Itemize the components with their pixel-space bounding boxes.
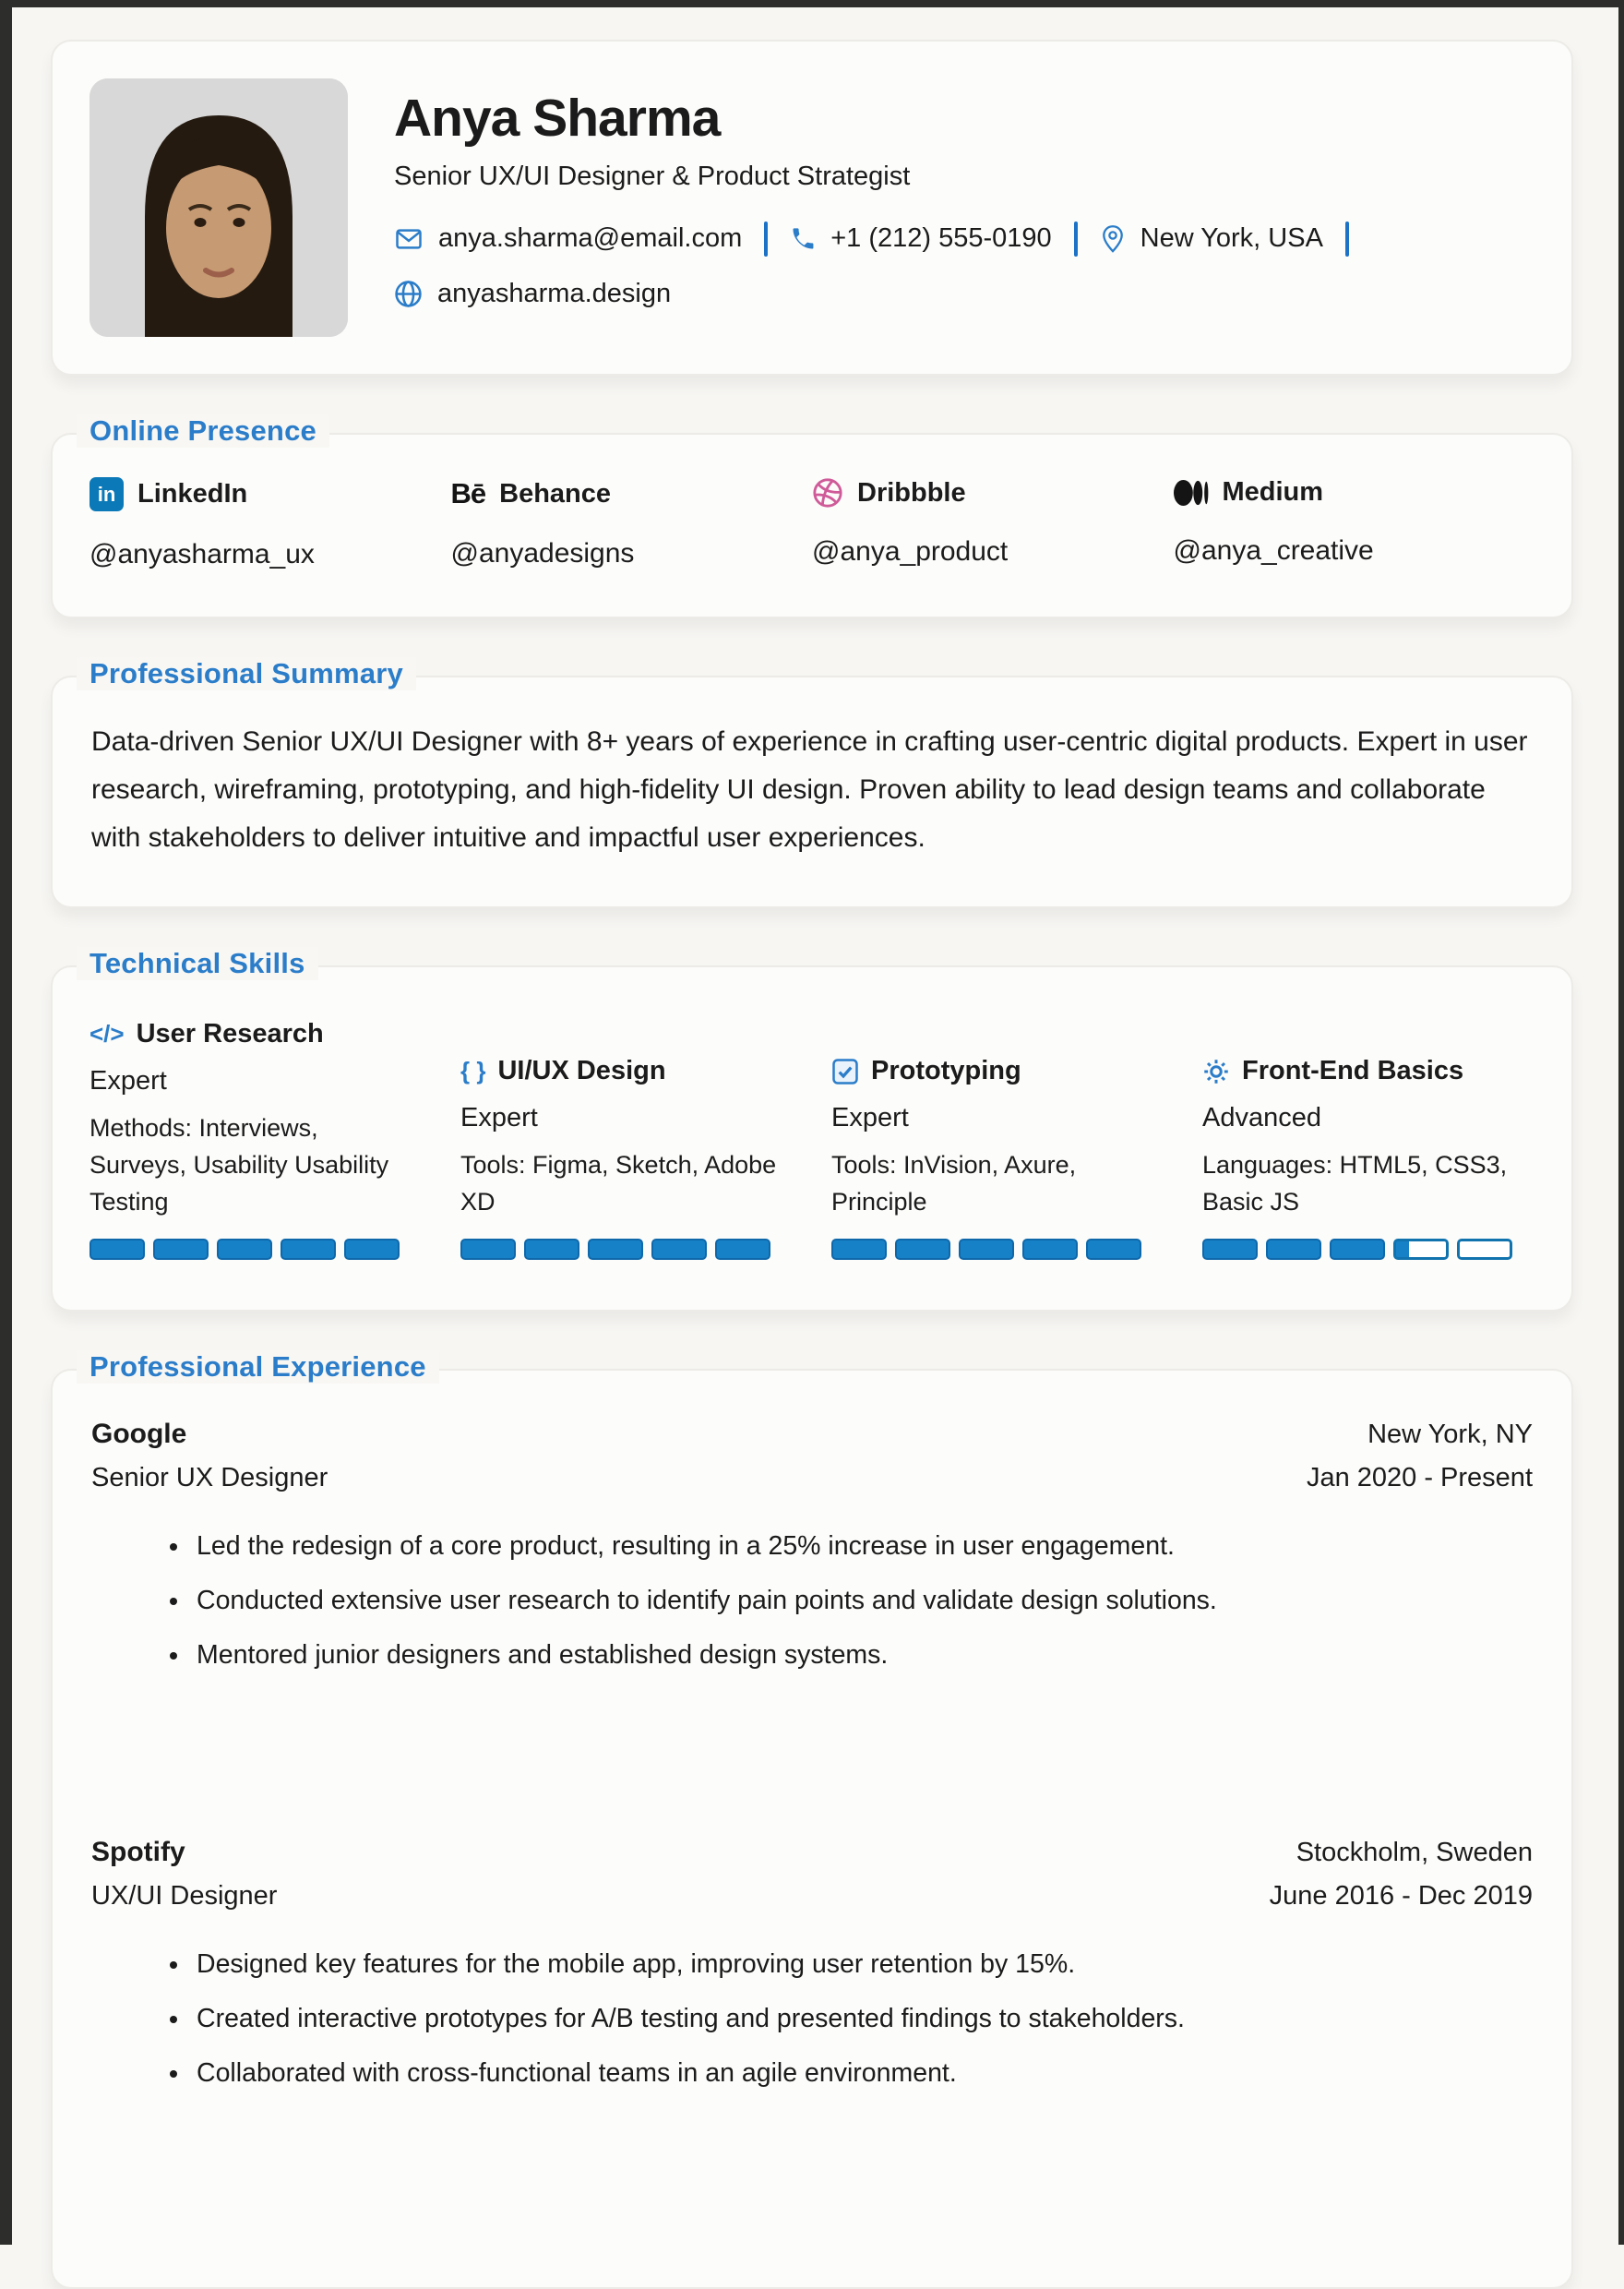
job-bullets: [91, 1948, 1533, 2089]
website-contact[interactable]: [394, 279, 671, 309]
person-name: Anya Sharma: [394, 89, 721, 148]
code-icon: </>: [90, 1020, 125, 1048]
website-text: anyasharma.design: [437, 278, 672, 308]
behance-item[interactable]: [451, 477, 813, 570]
dribbble-icon: [812, 477, 843, 509]
dribbble-head: [812, 477, 1174, 509]
phone-contact[interactable]: [790, 223, 1051, 254]
skills-grid: [53, 967, 1571, 1310]
skill-level: Advanced: [1202, 1103, 1321, 1133]
job-role-row: [91, 1463, 1533, 1493]
job-dates: Jan 2020 - Present: [1306, 1463, 1533, 1492]
skill-level: Expert: [90, 1066, 167, 1096]
skill-name: UI/UX Design: [497, 1056, 666, 1085]
skill-level-block: [588, 1239, 643, 1260]
skill-uiux-design: [460, 1056, 793, 1260]
summary-title: Professional Summary: [77, 657, 416, 690]
profile-photo-illustration: [90, 78, 348, 337]
summary-card: [51, 657, 1573, 908]
job-location: Stockholm, Sweden: [1296, 1838, 1533, 1867]
skill-name: Front-End Basics: [1242, 1056, 1464, 1085]
job-role: Senior UX Designer: [91, 1463, 328, 1492]
skill-name: Prototyping: [871, 1056, 1021, 1085]
skill-level-blocks: [90, 1239, 422, 1260]
skill-head: [90, 1019, 422, 1049]
job-dates: June 2016 - Dec 2019: [1269, 1881, 1533, 1911]
medium-handle[interactable]: @anya_creative: [1173, 535, 1374, 566]
website-row: [394, 279, 1371, 309]
online-presence-title: Online Presence: [77, 414, 329, 448]
skills-card: [51, 947, 1573, 1312]
job-bullet: • Led the redesign of a core product, resulting in a 25% increase in user engagement.: [191, 1530, 1533, 1562]
contact-separator: [764, 222, 768, 257]
job-bullets: [91, 1530, 1533, 1671]
job-google: [91, 1419, 1533, 1671]
summary-text: Data-driven Senior UX/UI Designer with 8+ years of experience in crafting user-centric digital products. Expert in user research, wireframing, prototyping, and high-fidelity UI design. Proven ability to lead design teams and collaborate with stakeholders to deliver intuitive and impactful user experiences.: [91, 726, 1528, 853]
email-text: anya.sharma@email.com: [438, 223, 743, 254]
skill-level-block: [831, 1239, 887, 1260]
skill-level-block: [524, 1239, 579, 1260]
job-bullet: • Created interactive prototypes for A/B testing and presented findings to stakeholders.: [191, 2003, 1533, 2034]
medium-head: [1174, 477, 1535, 508]
network-label: Medium: [1222, 477, 1324, 507]
job-location: New York, NY: [1367, 1420, 1533, 1449]
experience-title: Professional Experience: [77, 1350, 439, 1384]
skill-detail: Methods: Interviews, Surveys, Usability Usability Testing: [90, 1114, 389, 1216]
gear-icon: [1202, 1058, 1230, 1085]
network-label: Behance: [499, 478, 612, 509]
skill-level-block: [281, 1239, 336, 1260]
skill-head: [1202, 1056, 1534, 1086]
contact-separator: [1345, 222, 1349, 257]
dribbble-item[interactable]: [812, 477, 1174, 570]
skill-level: Expert: [460, 1103, 538, 1133]
contact-separator: [1074, 222, 1078, 257]
skill-head: [460, 1056, 793, 1086]
skill-level-blocks: [1202, 1239, 1534, 1260]
skill-level-block: [1202, 1239, 1258, 1260]
globe-icon: [394, 280, 423, 308]
dribbble-handle[interactable]: @anya_product: [812, 536, 1009, 567]
company-name: Google: [91, 1419, 187, 1449]
skill-frontend-basics: [1202, 1056, 1534, 1260]
network-label: LinkedIn: [137, 479, 248, 509]
job-role: UX/UI Designer: [91, 1881, 278, 1911]
phone-icon: [790, 226, 816, 252]
skill-detail: Languages: HTML5, CSS3, Basic JS: [1202, 1151, 1508, 1216]
job-header-row: [91, 1419, 1533, 1450]
job-role-row: [91, 1881, 1533, 1911]
location-icon: [1100, 224, 1126, 254]
contact-row: [394, 222, 1371, 257]
skill-level-block: [715, 1239, 770, 1260]
online-presence-card: [51, 414, 1573, 618]
skill-level-block: [1457, 1239, 1512, 1260]
behance-handle[interactable]: @anyadesigns: [450, 538, 635, 569]
skill-level-block: [1266, 1239, 1321, 1260]
online-presence-grid: [53, 435, 1571, 617]
header-card: [51, 40, 1573, 376]
screen-edge-left: [0, 0, 12, 2245]
linkedin-item[interactable]: [90, 477, 451, 570]
behance-icon: Bē: [450, 477, 486, 509]
skill-level-block: [959, 1239, 1014, 1260]
profile-photo: [90, 78, 348, 337]
job-spotify: [91, 1837, 1533, 2089]
job-bullet: • Mentored junior designers and established design systems.: [191, 1639, 1533, 1671]
skill-prototyping: [831, 1056, 1164, 1260]
skill-level-block: [153, 1239, 209, 1260]
network-label: Dribbble: [857, 477, 966, 508]
skills-title: Technical Skills: [77, 947, 318, 980]
skill-level-block: [1393, 1239, 1449, 1260]
skill-user-research: [90, 1019, 422, 1260]
skill-level-block: [895, 1239, 950, 1260]
skill-level-block: [344, 1239, 400, 1260]
phone-text: +1 (212) 555-0190: [830, 223, 1052, 254]
skill-detail: Tools: Figma, Sketch, Adobe XD: [460, 1151, 777, 1216]
skill-level-block: [217, 1239, 272, 1260]
skill-level-block: [651, 1239, 707, 1260]
skill-level-block: [90, 1239, 145, 1260]
location-text: New York, USA: [1140, 223, 1323, 254]
linkedin-head: [90, 477, 451, 511]
checkbox-icon: [831, 1058, 859, 1085]
skill-head: [831, 1056, 1164, 1086]
skill-level-blocks: [831, 1239, 1164, 1260]
job-bullet: • Designed key features for the mobile app, improving user retention by 15%.: [191, 1948, 1533, 1980]
experience-card: [51, 1350, 1573, 2289]
skill-level: Expert: [831, 1103, 909, 1133]
behance-head: [451, 477, 813, 510]
medium-icon: [1174, 479, 1209, 507]
braces-icon: { }: [460, 1057, 486, 1085]
skill-name: User Research: [136, 1019, 324, 1049]
linkedin-icon: in: [90, 477, 124, 511]
skill-level-block: [1086, 1239, 1141, 1260]
experience-body: [53, 1371, 1571, 2287]
job-bullet: • Collaborated with cross-functional teams in an agile environment.: [191, 2057, 1533, 2089]
company-name: Spotify: [91, 1837, 185, 1867]
email-icon: [394, 225, 424, 253]
medium-item[interactable]: [1174, 477, 1535, 570]
person-title: Senior UX/UI Designer & Product Strategist: [394, 161, 911, 191]
job-header-row: [91, 1837, 1533, 1868]
screen-edge-right: [1618, 0, 1624, 2245]
header-info: [394, 78, 1371, 309]
screen-edge-top: [0, 0, 1624, 7]
skill-level-block: [460, 1239, 516, 1260]
skill-level-blocks: [460, 1239, 793, 1260]
resume-page: [51, 40, 1573, 2289]
linkedin-handle[interactable]: @anyasharma_ux: [90, 539, 315, 569]
email-contact[interactable]: [394, 223, 742, 254]
job-bullet: • Conducted extensive user research to identify pain points and validate design solutions.: [191, 1585, 1533, 1616]
skill-level-block: [1330, 1239, 1385, 1260]
skill-level-block: [1022, 1239, 1078, 1260]
skill-detail: Tools: InVision, Axure, Principle: [831, 1151, 1077, 1216]
location-contact: [1100, 223, 1323, 254]
